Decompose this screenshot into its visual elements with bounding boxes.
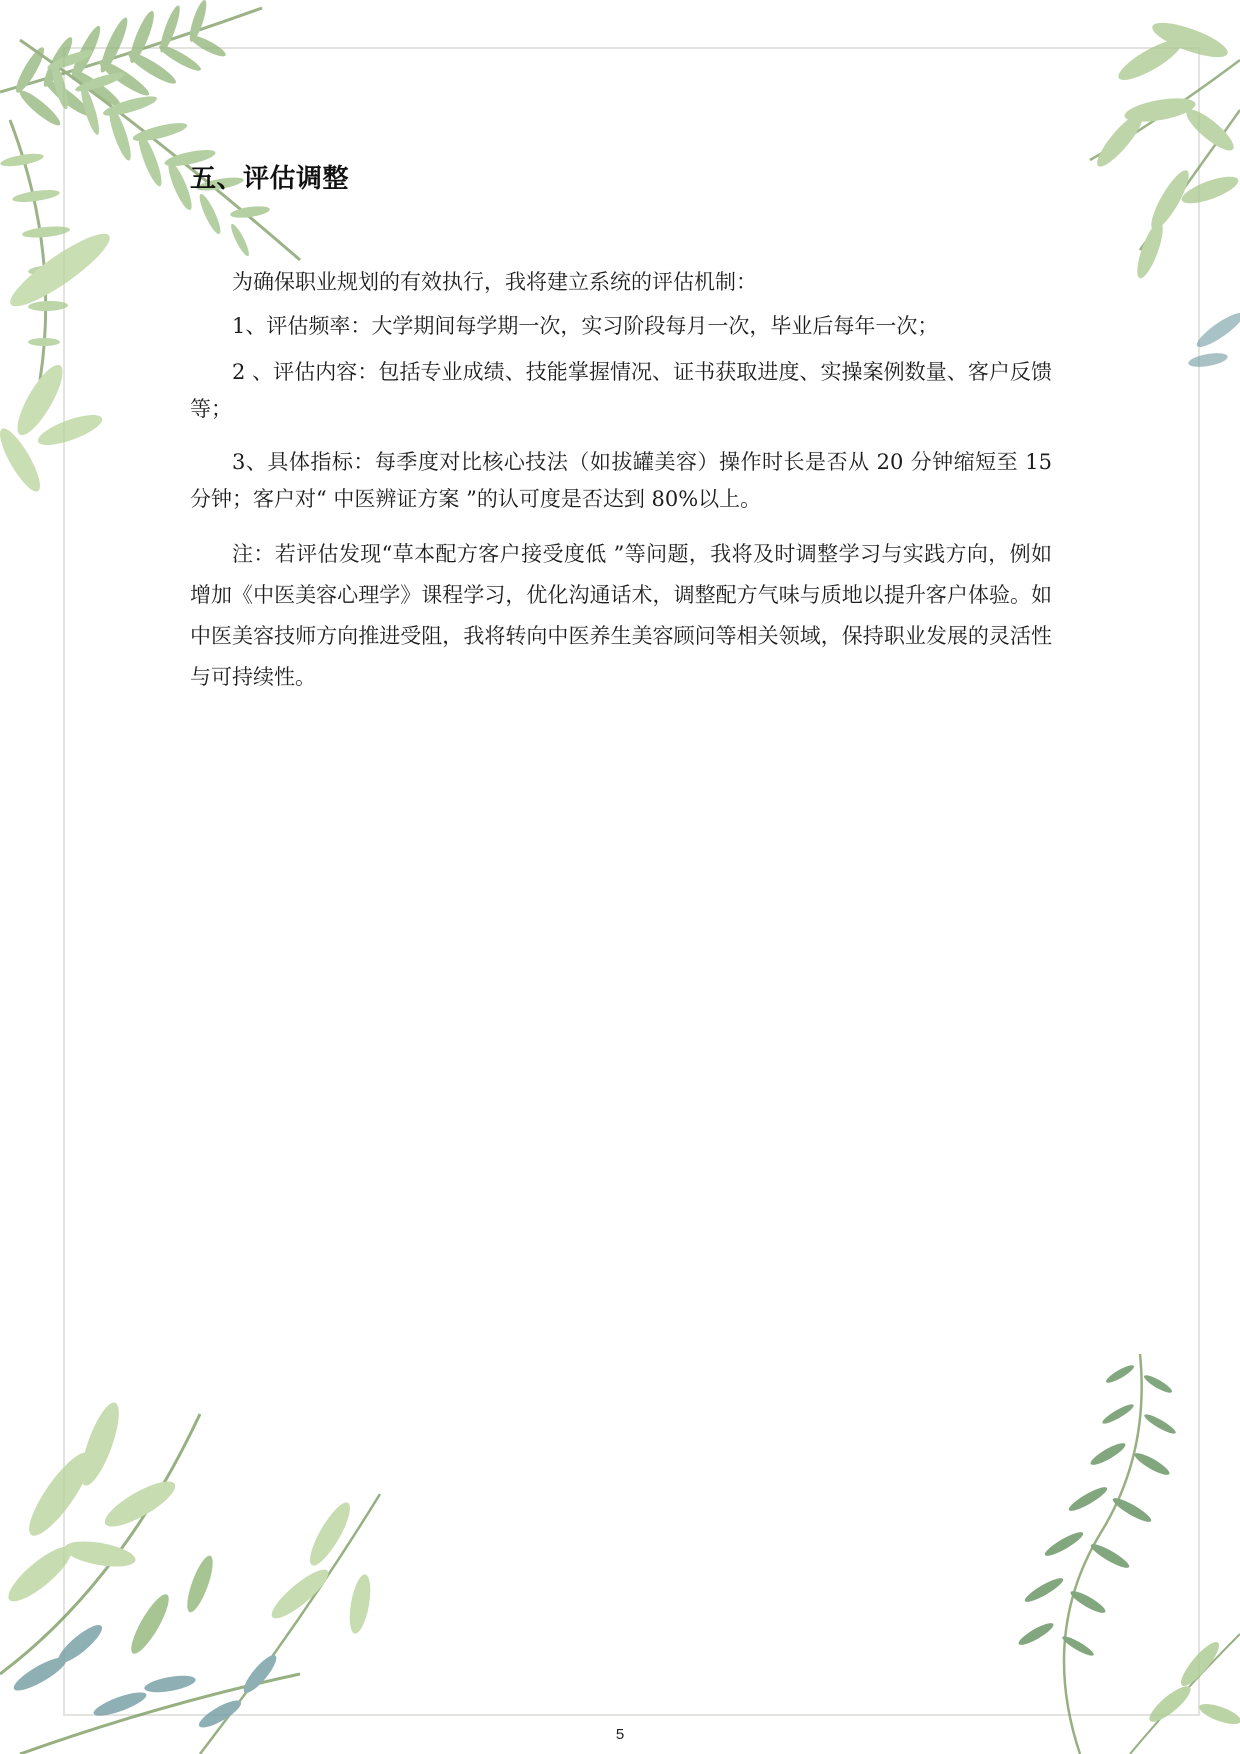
note-paragraph: 注：若评估发现“草本配方客户接受度低 ”等问题，我将及时调整学习与实践方向，例如增加《中医美容心理学》课程学习，优化沟通话术，调整配方气味与质地以提升客户体验。如中医美容技师方向推进受阻，我将转向中医养生美容顾问等相关领域，保持职业发展的灵活性与可持续性。 [190, 542, 1052, 689]
specific-indicators-paragraph: 3、具体指标：每季度对比核心技法（如拔罐美容）操作时长是否从 20 分钟缩短至 15 分钟；客户对“ 中医辨证方案 ”的认可度是否达到 80%以上。 [190, 450, 1052, 511]
document-body [190, 160, 1052, 698]
fern-decoration-bottom-right [980, 1334, 1240, 1754]
leaf-decoration-bottom-left [0, 1374, 440, 1754]
assessment-content-paragraph: 2 、评估内容：包括专业成绩、技能掌握情况、证书获取进度、实操案例数量、客户反馈等； [190, 360, 1052, 421]
page-number: 5 [615, 1726, 625, 1743]
assessment-frequency-paragraph: 1、评估频率：大学期间每学期一次，实习阶段每月一次，毕业后每年一次； [232, 314, 939, 338]
section-heading: 五、评估调整 [190, 164, 350, 194]
intro-paragraph: 为确保职业规划的有效执行，我将建立系统的评估机制： [232, 270, 757, 294]
